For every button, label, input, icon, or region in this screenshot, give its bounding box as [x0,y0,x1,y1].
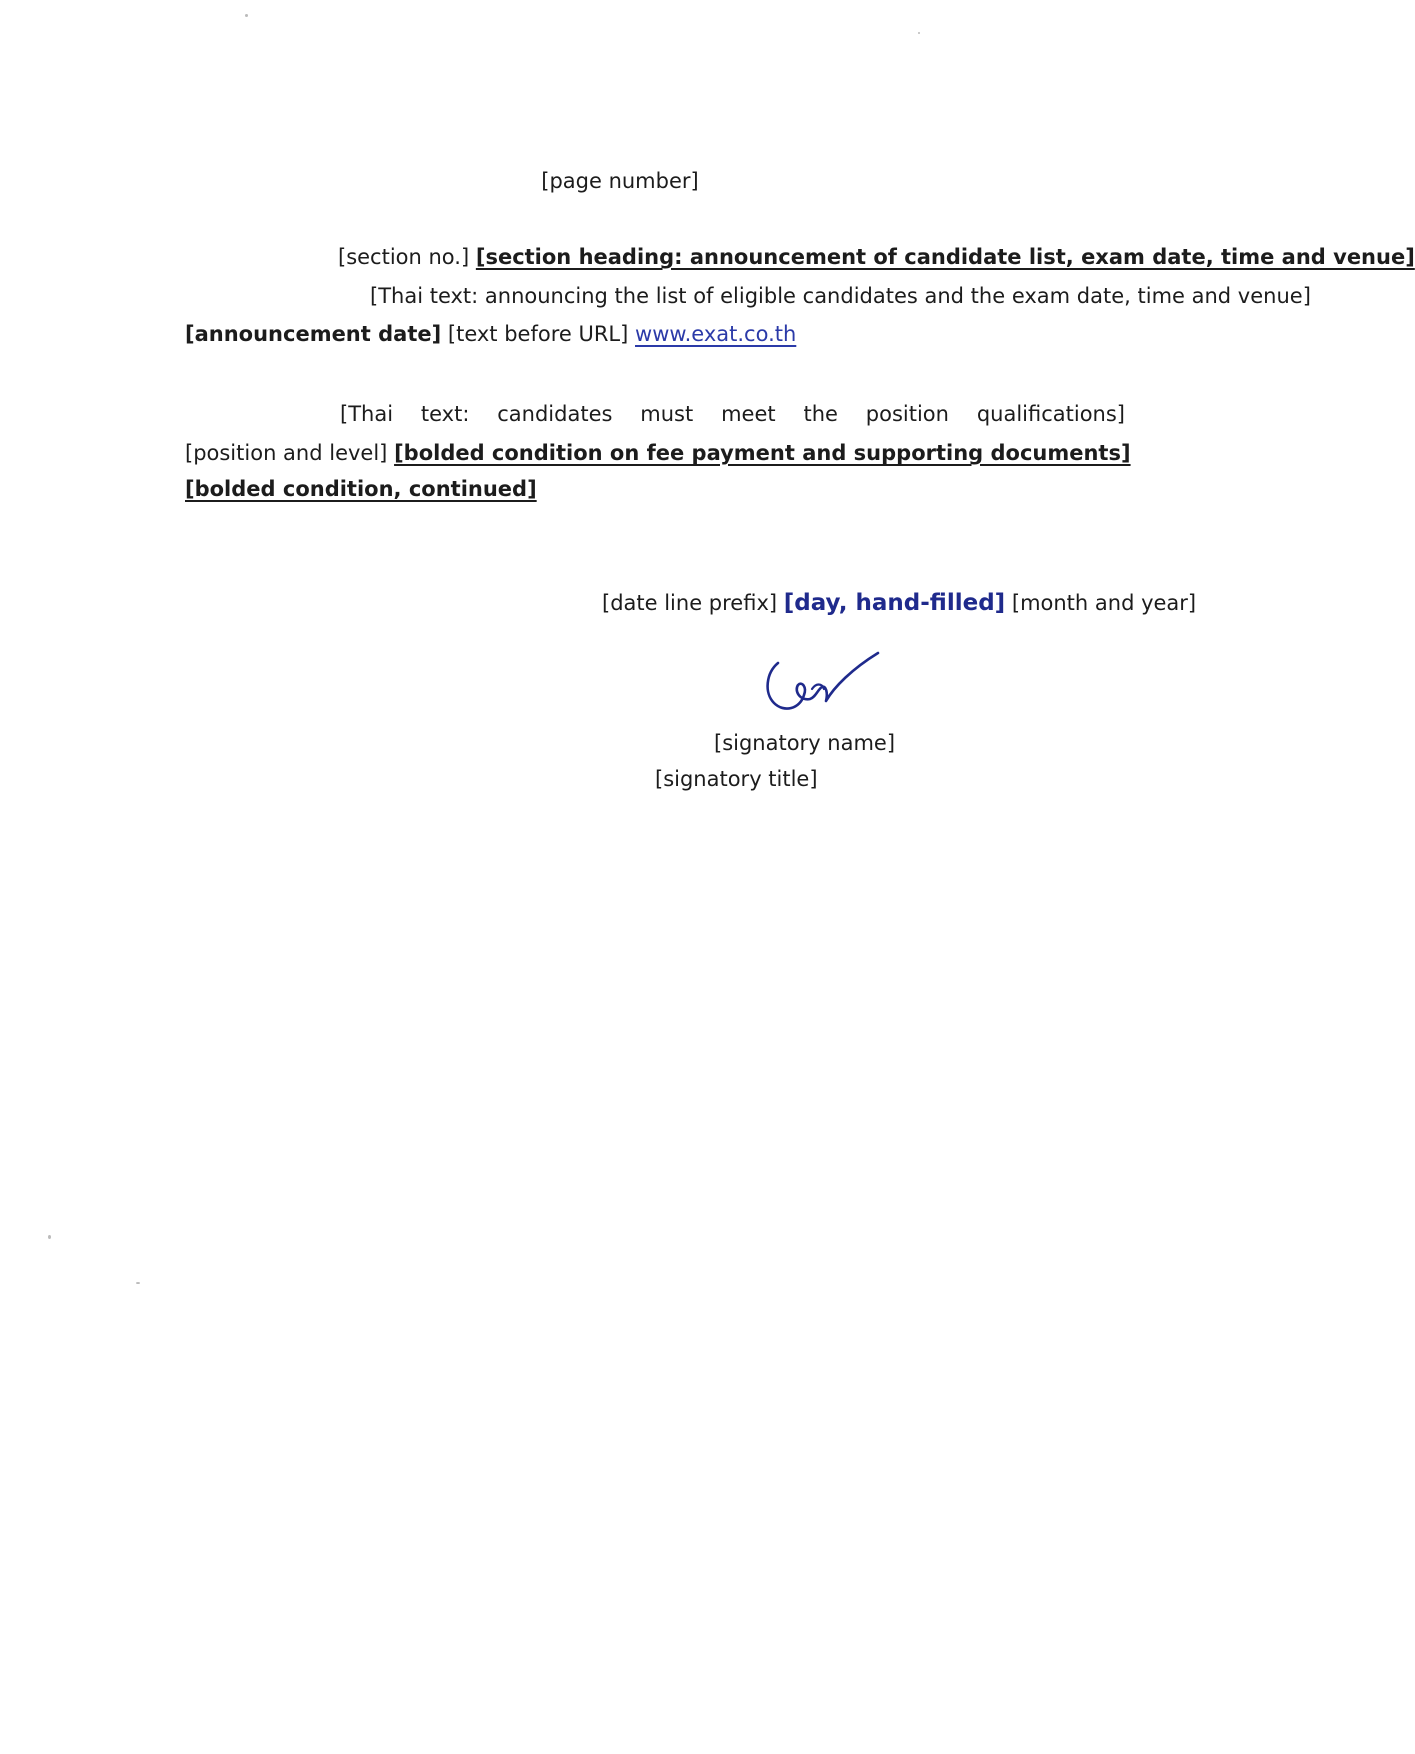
qualification-condition: [bolded condition on fee payment and supporting documents] [394,441,1131,465]
announcement-date-line [602,586,1197,620]
signatory-name: [signatory name] [714,731,896,755]
paragraph-2-line-2 [185,436,1131,470]
section-number: [section no.] [338,245,470,269]
website-prefix: [text before URL] [447,322,629,346]
scan-speck [136,1282,140,1284]
qualification-condition-continued: [bolded condition, continued] [185,477,537,501]
date-prefix: [date line prefix] [602,591,778,615]
signatory-title: [signatory title] [655,767,818,791]
position-level: [position and level] [185,441,388,465]
announcement-date: [announcement date] [185,322,442,346]
page-number: [page number] [541,169,699,193]
paragraph-1-line-2 [185,317,1125,351]
paragraph-2-line-1: [Thai text: candidates must meet the position qualifications] [340,402,1125,426]
paragraph-2-line-3 [185,472,1125,506]
scan-speck [245,14,248,17]
paragraph-1-line-1: [Thai text: announcing the list of eligible candidates and the exam date, time and venue] [370,284,1311,308]
date-month-year: [month and year] [1011,591,1197,615]
section-title: [section heading: announcement of candidate list, exam date, time and venue] [475,245,1415,269]
handwritten-signature [760,643,900,725]
section-heading [338,240,1415,274]
website-link[interactable]: www.exat.co.th [635,322,797,346]
scan-speck [918,32,920,34]
scan-speck [48,1235,51,1239]
date-day: [day, hand-filled] [783,590,1006,616]
